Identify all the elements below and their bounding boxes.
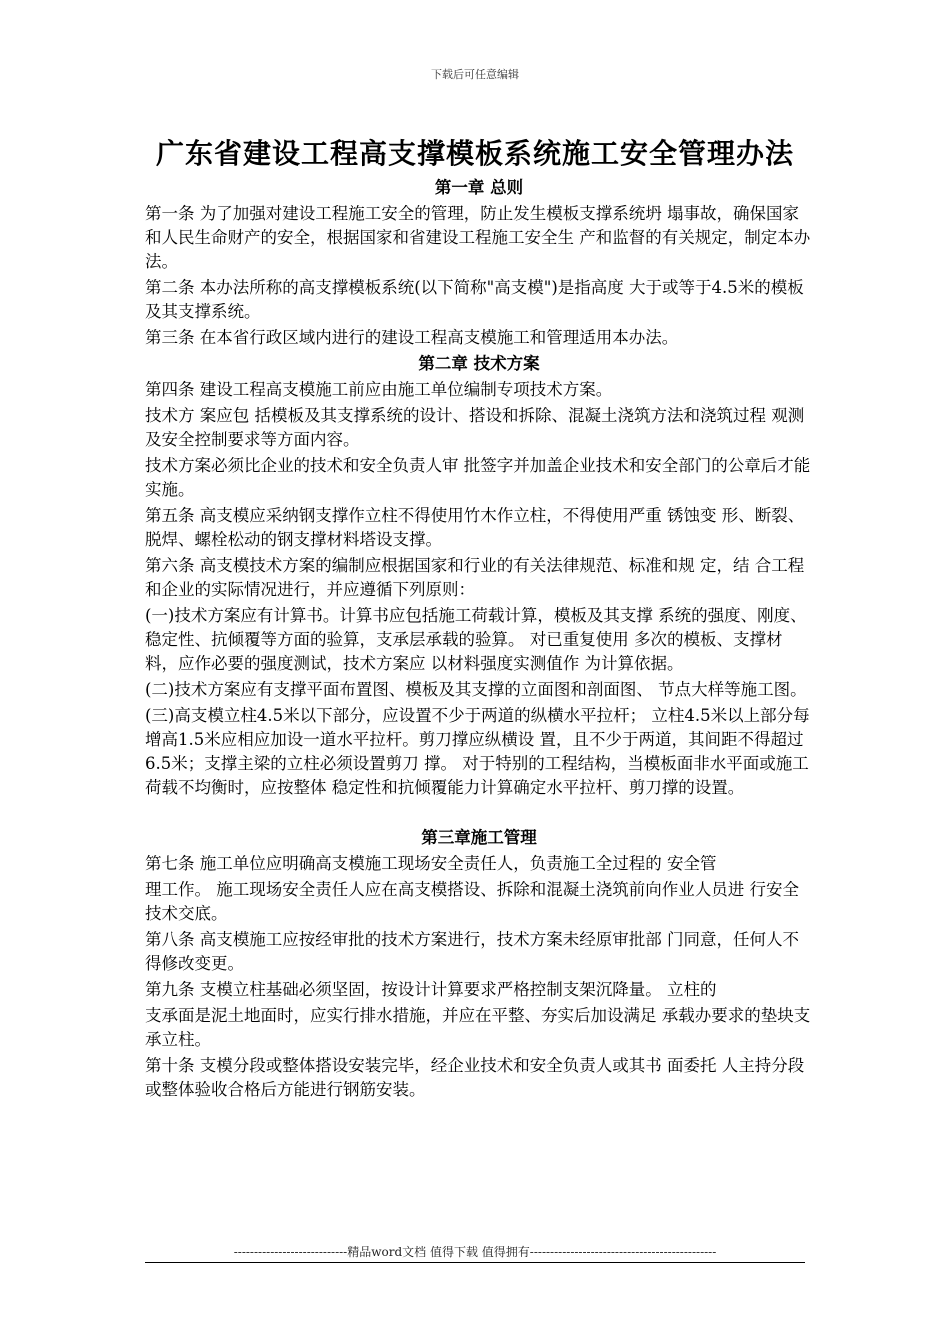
article-2: 第二条 本办法所称的高支撑模板系统(以下简称"高支模")是指高度 大于或等于4.5米的模板及其支撑系统。 (145, 278, 804, 321)
article-6-item-3: (三)高支模立柱4.5米以下部分，应设置不少于两道的纵横水平拉杆； 立柱4.5米以上部分每增高1.5米应相应加设一道水平拉杆。剪刀撑应纵横设 置，且不少于两道，其间距不得超过6.5米；支撑主梁的立柱必须设置剪刀 撑。 对于特别的工程结构，当模板面非水平面或施工荷载不均衡时，应按整体 稳定性和抗倾覆能力计算确定水平拉杆、剪刀撑的设置。 (145, 706, 810, 797)
article-3: 第三条 在本省行政区域内进行的建设工程高支模施工和管理适用本办法。 (145, 328, 679, 347)
footer-text: ----------------------------精品word文档 值得下载 值得拥有---------------------------------------------- (233, 1245, 717, 1259)
article-5: 第五条 高支模应采纳钢支撑作立柱不得使用竹木作立柱，不得使用严重 锈蚀变 形、断裂、脱焊、螺栓松动的钢支撑材料塔设支撑。 (145, 506, 805, 549)
document-title: 广东省建设工程高支撑模板系统施工安全管理办法 (155, 137, 794, 170)
article-4: 第四条 建设工程高支模施工前应由施工单位编制专项技术方案。 (145, 380, 613, 399)
article-10: 第十条 支模分段或整体搭设安装完毕，经企业技术和安全负责人或其书 面委托 人主持分段或整体验收合格后方能进行钢筋安装。 (145, 1056, 805, 1099)
chapter-1-heading: 第一章 总则 (434, 178, 524, 197)
article-9: 第九条 支模立柱基础必须坚固，按设计计算要求严格控制支架沉降量。 立柱的 (145, 980, 717, 999)
article-6-item-1: (一)技术方案应有计算书。计算书应包括施工荷载计算，模板及其支撑 系统的强度、刚度、稳定性、抗倾覆等方面的验算，支承层承载的验算。 对已重复使用 多次的模板、支撑材料，应作必要的强度测试，技术方案应 以材料强度实测值作 为计算依据。 (145, 606, 807, 673)
document-body (145, 176, 813, 1104)
article-4-para-3: 技术方案必须比企业的技术和安全负责人审 批签字并加盖企业技术和安全部门的公章后才能实施。 (145, 456, 811, 499)
footer-rule (145, 1262, 805, 1263)
article-1: 第一条 为了加强对建设工程施工安全的管理，防止发生模板支撑系统坍 塌事故，确保国家和人民生命财产的安全，根据国家和省建设工程施工安全生 产和监督的有关规定，制定本办法。 (145, 204, 811, 271)
article-4-para-2: 技术方 案应包 括模板及其支撑系统的设计、搭设和拆除、混凝土浇筑方法和浇筑过程 观测及安全控制要求等方面内容。 (145, 406, 805, 449)
article-6-item-2: (二)技术方案应有支撑平面布置图、模板及其支撑的立面图和剖面图、 节点大样等施工图。 (145, 680, 807, 699)
article-7-cont: 理工作。 施工现场安全责任人应在高支模搭设、拆除和混凝土浇筑前向作业人员进 行安全技术交底。 (145, 880, 799, 923)
article-8: 第八条 高支模施工应按经审批的技术方案进行，技术方案未经原审批部 门同意，任何人不得修改变更。 (145, 930, 799, 973)
article-7: 第七条 施工单位应明确高支模施工现场安全责任人，负责施工全过程的 安全管 (145, 854, 717, 873)
article-6: 第六条 高支模技术方案的编制应根据国家和行业的有关法律规范、标准和规 定，结 合工程和企业的实际情况进行，并应遵循下列原则： (145, 556, 805, 599)
header-note: 下载后可任意编辑 (431, 68, 519, 81)
article-9-cont: 支承面是泥土地面时，应实行排水措施，并应在平整、夯实后加设满足 承载办要求的垫块支承立柱。 (145, 1006, 811, 1049)
chapter-2-heading: 第二章 技术方案 (418, 354, 540, 373)
chapter-3-heading: 第三章施工管理 (421, 828, 537, 847)
